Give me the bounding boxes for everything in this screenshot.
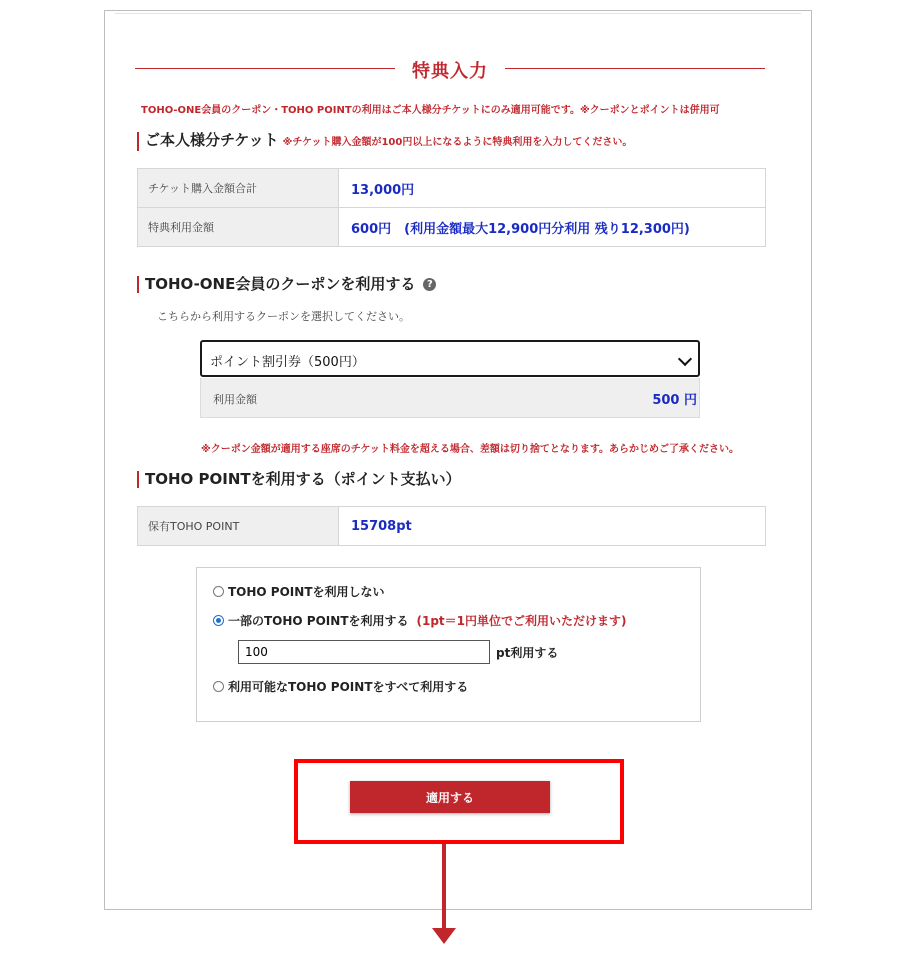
coupon-select[interactable] (200, 340, 700, 377)
self-ticket-subnote: ※チケット購入金額が100円以上になるように特典利用を入力してください。 (282, 137, 633, 148)
chevron-down-icon (678, 352, 692, 366)
coupon-hint: こちらから利用するクーポンを選択してください。 (157, 310, 410, 323)
option-label: 一部のTOHO POINTを利用する (228, 614, 409, 628)
radio-button[interactable] (213, 586, 224, 597)
ticket-total-label: チケット購入金額合計 (138, 169, 339, 208)
option-note: (1pt＝1円単位でご利用いただけます) (416, 614, 627, 628)
table-row (138, 169, 766, 208)
arrow-down-icon (442, 844, 446, 930)
option-label: 利用可能なTOHO POINTをすべて利用する (228, 680, 469, 694)
points-input-suffix: pt利用する (496, 646, 559, 660)
points-table (137, 506, 766, 546)
self-ticket-table (137, 168, 766, 247)
usage-notice: TOHO-ONE会員のクーポン・TOHO POINTの利用はご本人様分チケットにのみ適用可能です。※クーポンとポイントは併用可 (141, 105, 720, 116)
points-amount-input[interactable] (238, 640, 490, 664)
title-line-right (505, 68, 765, 69)
table-row (138, 208, 766, 247)
held-points-label: 保有TOHO POINT (138, 507, 339, 546)
option-partial-points[interactable] (213, 612, 627, 629)
coupon-heading-text: TOHO-ONE会員のクーポンを利用する (145, 275, 416, 293)
ticket-total-value: 13,000円 (339, 169, 766, 208)
help-icon[interactable]: ? (423, 278, 436, 291)
option-no-points[interactable] (213, 583, 385, 600)
coupon-use-value: 500 円 (652, 393, 697, 408)
benefit-amount-label: 特典利用金額 (138, 208, 339, 247)
coupon-use-row (200, 378, 700, 418)
coupon-selected-value: ポイント割引券（500円） (210, 355, 365, 370)
coupon-warning: ※クーポン金額が適用する座席のチケット料金を超える場合、差額は切り捨てとなります。あらかじめご了承ください。 (201, 444, 740, 455)
table-row (138, 507, 766, 546)
coupon-use-label: 利用金額 (213, 393, 257, 406)
title-row (135, 57, 765, 81)
coupon-heading (137, 276, 436, 293)
radio-button-selected[interactable] (213, 615, 224, 626)
self-ticket-heading-text: ご本人様分チケット (145, 131, 279, 149)
benefit-amount-value: 600円 (利用金額最大12,900円分利用 残り12,300円) (339, 208, 766, 247)
self-ticket-heading (137, 132, 632, 151)
points-heading (137, 471, 461, 488)
arrow-head-icon (432, 928, 456, 944)
radio-button[interactable] (213, 681, 224, 692)
divider (115, 13, 801, 14)
page-title: 特典入力 (412, 61, 488, 82)
option-all-points[interactable] (213, 678, 468, 695)
apply-button[interactable]: 適用する (350, 781, 550, 813)
points-options (196, 567, 701, 722)
held-points-value: 15708pt (339, 507, 766, 546)
option-label: TOHO POINTを利用しない (228, 585, 385, 599)
points-heading-text: TOHO POINTを利用する（ポイント支払い） (145, 470, 461, 488)
